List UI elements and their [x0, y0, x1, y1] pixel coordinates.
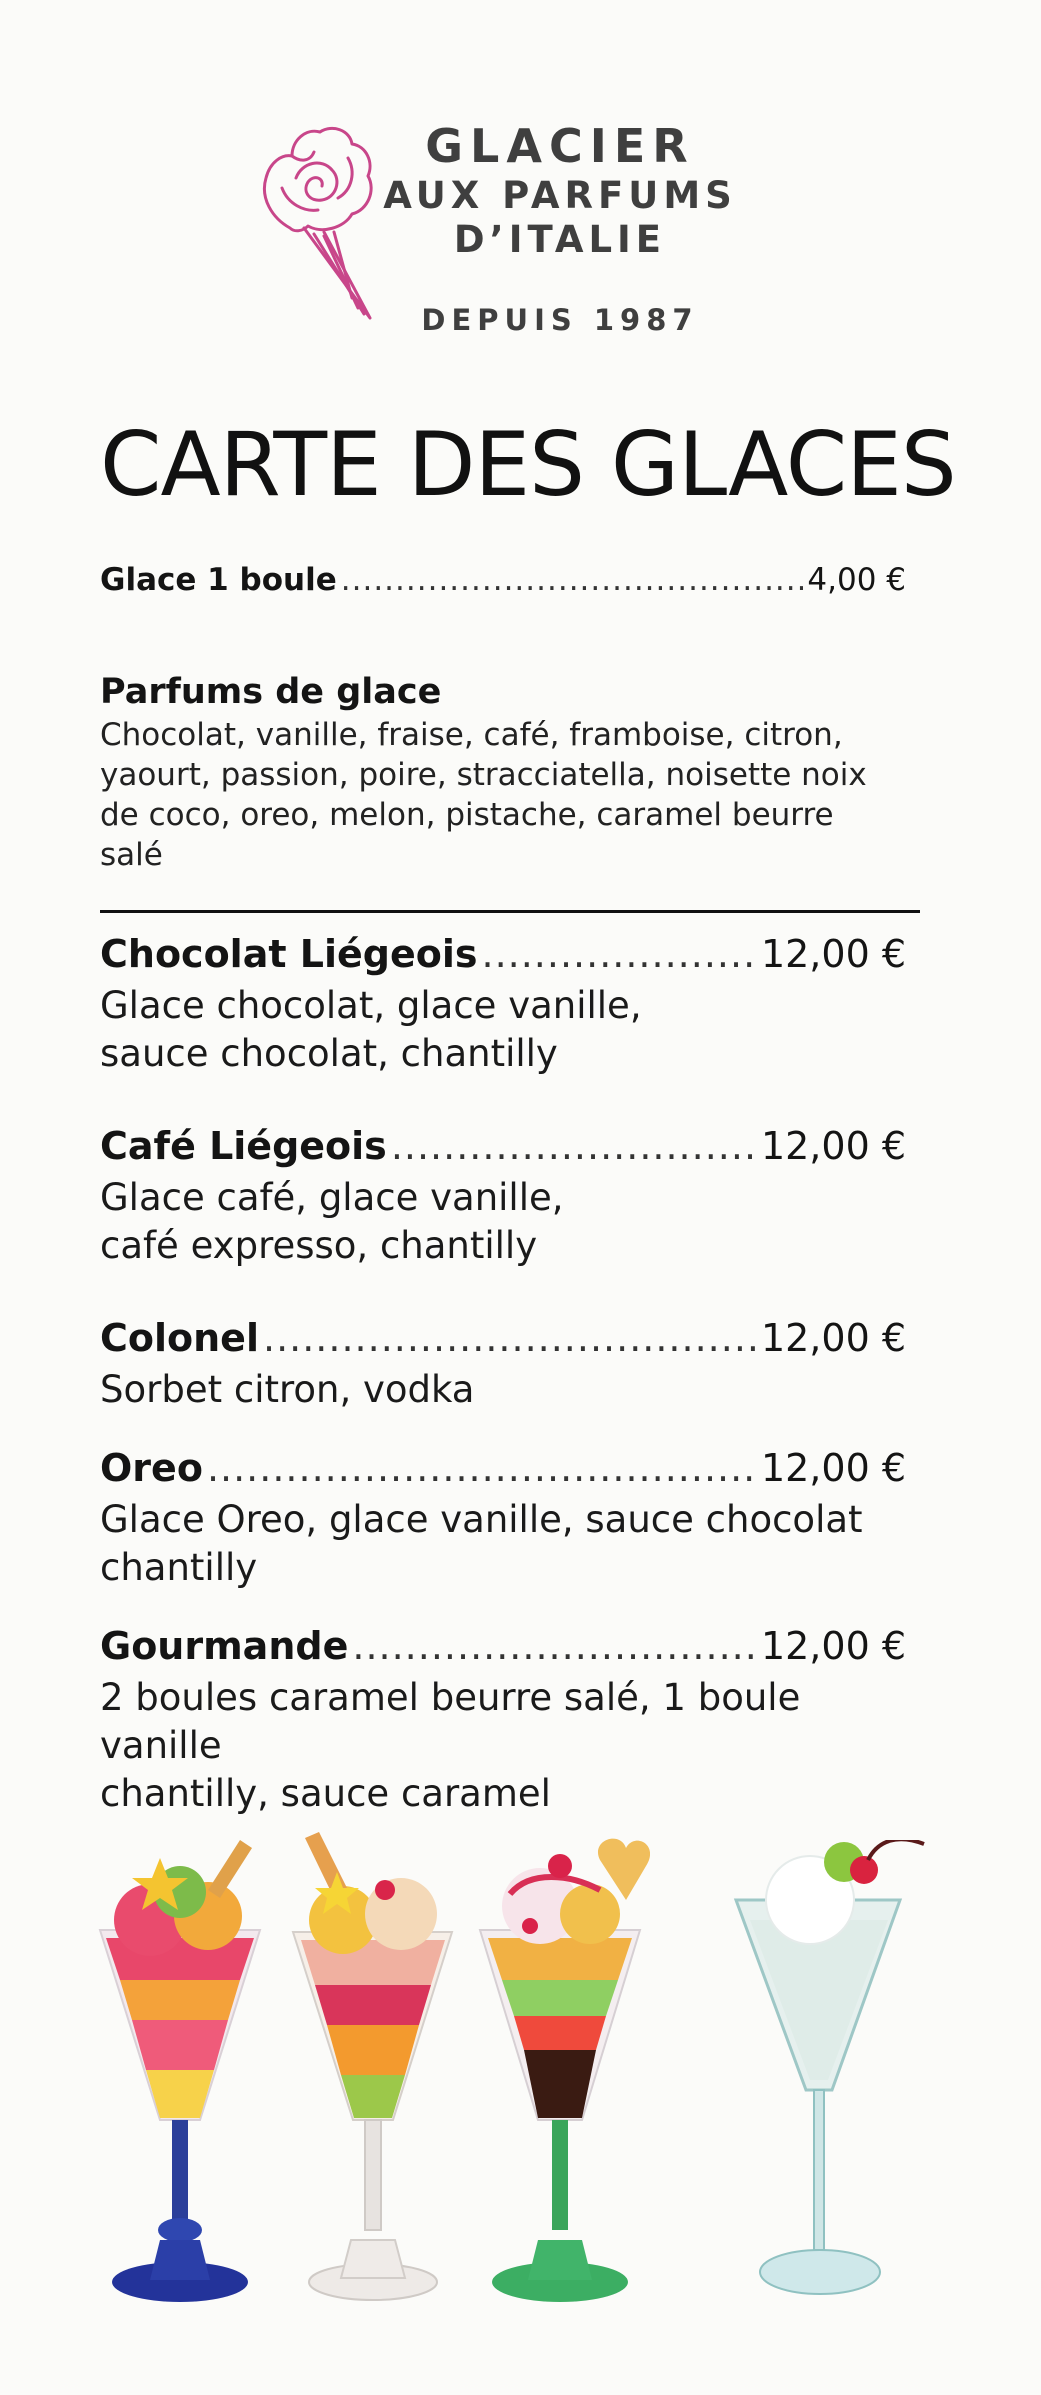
divider [100, 910, 920, 913]
leader-dots [352, 1624, 757, 1668]
menu-item-cafe-liegeois [100, 1124, 906, 1168]
menu-item-oreo [100, 1446, 906, 1490]
brand-block [360, 118, 760, 340]
menu-item-chocolat-liegeois [100, 932, 906, 976]
menu-item-price: 12,00 € [760, 1124, 906, 1168]
colonel-glass-image [728, 1840, 938, 2310]
menu-item-name: Colonel [100, 1316, 259, 1360]
menu-item-name: Oreo [100, 1446, 203, 1490]
menu-item-description: Glace café, glace vanille, café expresso, chantilly [100, 1176, 564, 1267]
leader-dots [481, 932, 756, 976]
menu-item-name: Gourmande [100, 1624, 349, 1668]
menu-item-description: Glace chocolat, glace vanille, sauce chocolat, chantilly [100, 984, 642, 1075]
page-title: CARTE DES GLACES [100, 413, 956, 516]
single-scoop-row [100, 562, 906, 598]
menu-item-description: 2 boules caramel beurre salé, 1 boule vanille chantilly, sauce caramel [100, 1676, 801, 1815]
menu-item-price: 12,00 € [760, 1624, 906, 1668]
flavors-list: Chocolat, vanille, fraise, café, framboise, citron, yaourt, passion, poire, stracciatella, noisette noix de coco, oreo, melon, pistache, caramel beurre salé [100, 717, 867, 873]
leader-dots [391, 1124, 757, 1168]
leader-dots [341, 562, 804, 598]
brand-line-3: D’ITALIE [453, 218, 667, 261]
sundae-glass-image [470, 1830, 650, 2310]
single-scoop-price: 4,00 € [807, 562, 906, 598]
leader-dots [263, 1316, 757, 1360]
menu-item-name: Café Liégeois [100, 1124, 387, 1168]
menu-item-description: Glace Oreo, glace vanille, sauce chocolat chantilly [100, 1498, 863, 1589]
menu-item-price: 12,00 € [760, 1446, 906, 1490]
menu-item-price: 12,00 € [760, 932, 906, 976]
menu-item-description: Sorbet citron, vodka [100, 1368, 475, 1411]
brand-line-1: GLACIER [425, 119, 695, 173]
sundae-glass-image [285, 1830, 460, 2310]
menu-item-price: 12,00 € [760, 1316, 906, 1360]
brand-since: DEPUIS 1987 [421, 303, 699, 337]
menu-item-colonel [100, 1316, 906, 1360]
flavors-heading: Parfums de glace [100, 672, 442, 712]
sundae-glass-image [90, 1830, 270, 2310]
leader-dots [207, 1446, 757, 1490]
single-scoop-name: Glace 1 boule [100, 562, 337, 598]
menu-item-name: Chocolat Liégeois [100, 932, 478, 976]
menu-item-gourmande [100, 1624, 906, 1668]
brand-line-2: AUX PARFUMS [383, 174, 737, 217]
